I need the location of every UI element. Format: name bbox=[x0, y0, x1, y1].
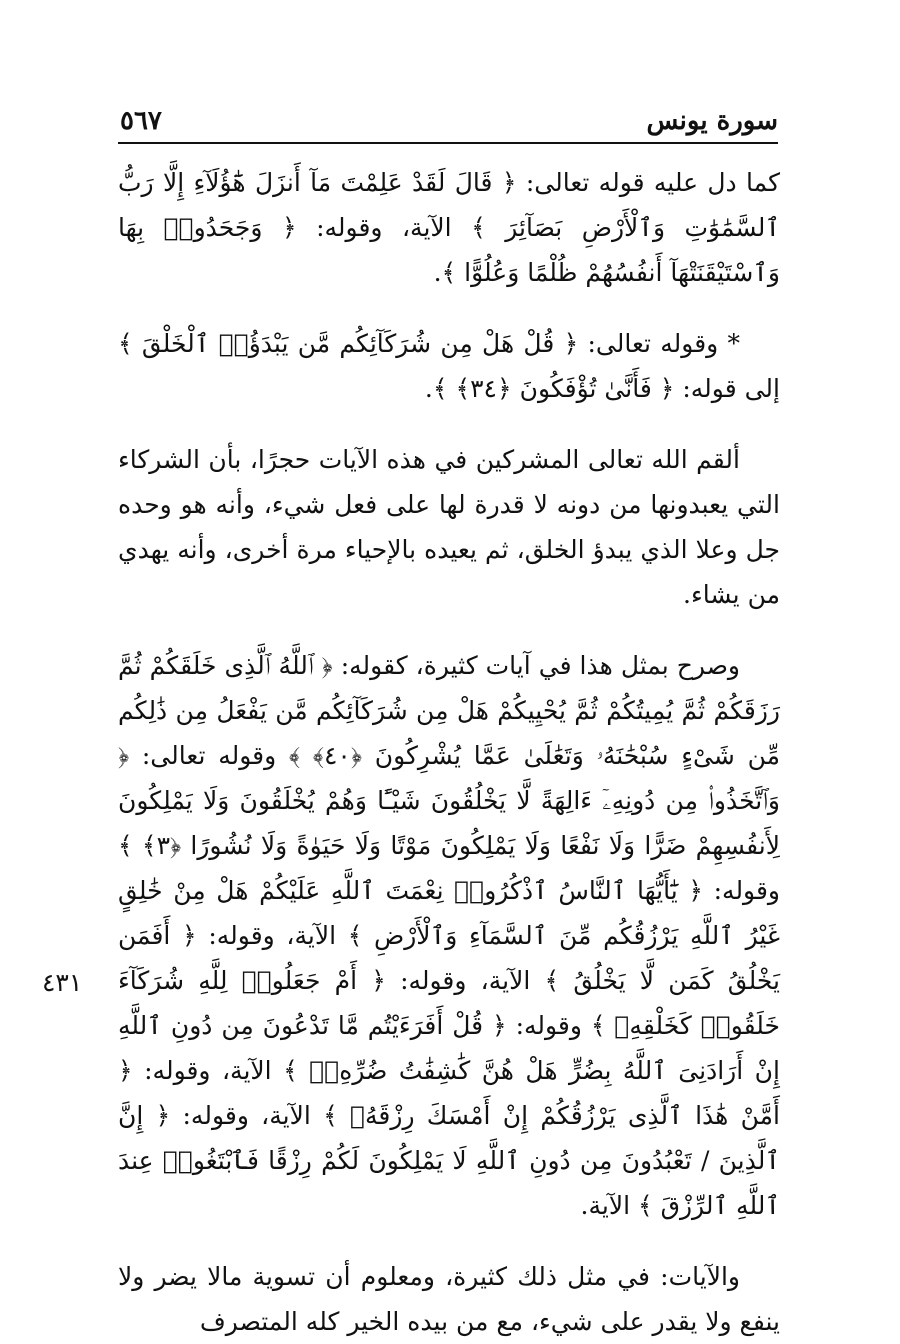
paragraph-3: ألقم الله تعالى المشركين في هذه الآيات حجرًا، بأن الشركاء التي يعبدونها من دونه لا قدرة لها على فعل شيء، وأنه هو وحده جل وعلا الذي يبدؤ الخلق، ثم يعيده بالإحياء مرة أخرى، وأنه يهدي من يشاء. bbox=[118, 445, 780, 609]
surah-title: سورة يونس bbox=[646, 106, 778, 136]
paragraph-2: * وقوله تعالى: ﴿ قُلْ هَلْ مِن شُرَكَآئِكُم مَّن يَبْدَؤُا۟ ٱلْخَلْقَ ﴾ إلى قوله: ﴿ فَأَنَّىٰ تُؤْفَكُونَ ﴿٣٤﴾ ﴾. bbox=[118, 329, 780, 403]
page-header bbox=[118, 104, 778, 144]
page-body bbox=[118, 160, 780, 1344]
paragraph-1: كما دل عليه قوله تعالى: ﴿ قَالَ لَقَدْ عَلِمْتَ مَآ أَنزَلَ هَٰٓؤُلَآءِ إِلَّا رَبُّ ٱلسَّمَٰوَٰتِ وَٱلْأَرْضِ بَصَآئِرَ ﴾ الآية، وقوله: ﴿ وَجَحَدُوا۟ بِهَا وَٱسْتَيْقَنَتْهَآ أَنفُسُهُمْ ظُلْمًا وَعُلُوًّا ﴾. bbox=[118, 168, 780, 287]
margin-page-number: ٤٣١ bbox=[42, 968, 83, 997]
page-number: ٥٦٧ bbox=[120, 106, 162, 136]
paragraph-4: وصرح بمثل هذا في آيات كثيرة، كقوله: ﴿ ٱللَّهُ ٱلَّذِى خَلَقَكُمْ ثُمَّ رَزَقَكُمْ ثُمَّ يُمِيتُكُمْ ثُمَّ يُحْيِيكُمْ هَلْ مِن شُرَكَآئِكُم مَّن يَفْعَلُ مِن ذَٰلِكُم مِّن شَىْءٍ سُبْحَٰنَهُۥ وَتَعَٰلَىٰ عَمَّا يُشْرِكُونَ ﴿٤٠﴾ ﴾ وقوله تعالى: ﴿ وَٱتَّخَذُوا۟ مِن دُونِهِۦٓ ءَالِهَةً لَّا يَخْلُقُونَ شَيْـًٔا وَهُمْ يُخْلَقُونَ وَلَا يَمْلِكُونَ لِأَنفُسِهِمْ ضَرًّا وَلَا نَفْعًا وَلَا يَمْلِكُونَ مَوْتًا وَلَا حَيَوٰةً وَلَا نُشُورًا ﴿٣﴾ ﴾ وقوله: ﴿ يَٰٓأَيُّهَا ٱلنَّاسُ ٱذْكُرُوا۟ نِعْمَتَ ٱللَّهِ عَلَيْكُمْ هَلْ مِنْ خَٰلِقٍ غَيْرُ ٱللَّهِ يَرْزُقُكُم مِّنَ ٱلسَّمَآءِ وَٱلْأَرْضِ ﴾ الآية، وقوله: ﴿ أَفَمَن يَخْلُقُ كَمَن لَّا يَخْلُقُ ﴾ الآية، وقوله: ﴿ أَمْ جَعَلُوا۟ لِلَّهِ شُرَكَآءَ خَلَقُوا۟ كَخَلْقِهِۦ ﴾ وقوله: ﴿ قُلْ أَفَرَءَيْتُم مَّا تَدْعُونَ مِن دُونِ ٱللَّهِ إِنْ أَرَادَنِىَ ٱللَّهُ بِضُرٍّ هَلْ هُنَّ كَٰشِفَٰتُ ضُرِّهِۦٓ ﴾ الآية، وقوله: ﴿ أَمَّنْ هَٰذَا ٱلَّذِى يَرْزُقُكُمْ إِنْ أَمْسَكَ رِزْقَهُۥ ﴾ الآية، وقوله: ﴿ إِنَّ ٱلَّذِينَ / تَعْبُدُونَ مِن دُونِ ٱللَّهِ لَا يَمْلِكُونَ لَكُمْ رِزْقًا فَٱبْتَغُوا۟ عِندَ ٱللَّهِ ٱلرِّزْقَ ﴾ الآية. bbox=[118, 651, 780, 1220]
paragraph-5: والآيات: في مثل ذلك كثيرة، ومعلوم أن تسوية مالا يضر ولا ينفع ولا يقدر على شيء، مع من بيده الخير كله المتصرف bbox=[118, 1262, 780, 1336]
